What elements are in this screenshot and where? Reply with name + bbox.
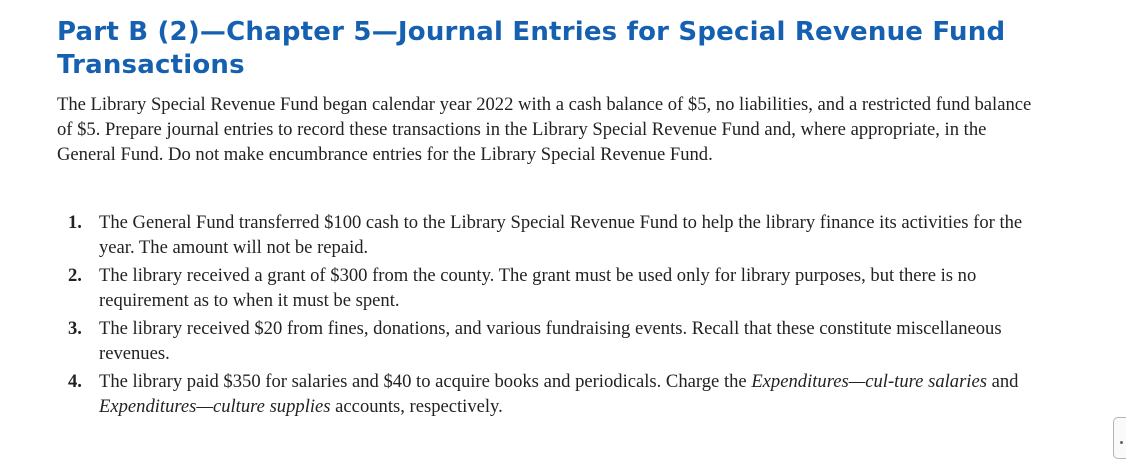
item-number: 4. [68, 371, 82, 392]
dot-icon [1120, 441, 1123, 444]
list-item [57, 369, 1047, 419]
item-number: 2. [68, 265, 82, 286]
list-item [57, 263, 1047, 313]
intro-paragraph: The Library Special Revenue Fund began calendar year 2022 with a cash balance of $5, no liabilities, and a restricted fund balance of $5. Prepare journal entries to record these transactions in the Library Special Revenue Fund and, where appropriate, in the General Fund. Do not make encumbrance entries for the Library Special Revenue Fund. [57, 94, 1032, 165]
item-text: The library received a grant of $300 from the county. The grant must be used only for library purposes, but there is no requirement as to when it must be spent. [99, 265, 977, 311]
item-text-part: and [986, 371, 1019, 392]
item-text [99, 371, 1018, 417]
page-title: Part B (2)—Chapter 5—Journal Entries for Special Revenue Fund Transactions [57, 17, 1006, 80]
list-item [57, 210, 1047, 260]
item-text-part: The library paid $350 for salaries and $40 to acquire books and periodicals. Charge the [99, 371, 752, 392]
item-text: The General Fund transferred $100 cash to the Library Special Revenue Fund to help the library finance its activities for the year. The amount will not be repaid. [99, 212, 1023, 258]
collapsed-panel-tab-icon[interactable] [1113, 417, 1126, 459]
list-item [57, 316, 1047, 366]
item-number: 1. [68, 212, 82, 233]
item-text: The library received $20 from fines, donations, and various fundraising events. Recall that these constitute miscellaneous revenues. [99, 318, 1002, 364]
transaction-list [57, 210, 1047, 422]
account-name-salaries: Expenditures—cul-ture salaries [751, 371, 987, 392]
item-number: 3. [68, 318, 82, 339]
item-text-part: accounts, respectively. [330, 396, 503, 417]
account-name-supplies: Expenditures—culture supplies [99, 396, 331, 417]
